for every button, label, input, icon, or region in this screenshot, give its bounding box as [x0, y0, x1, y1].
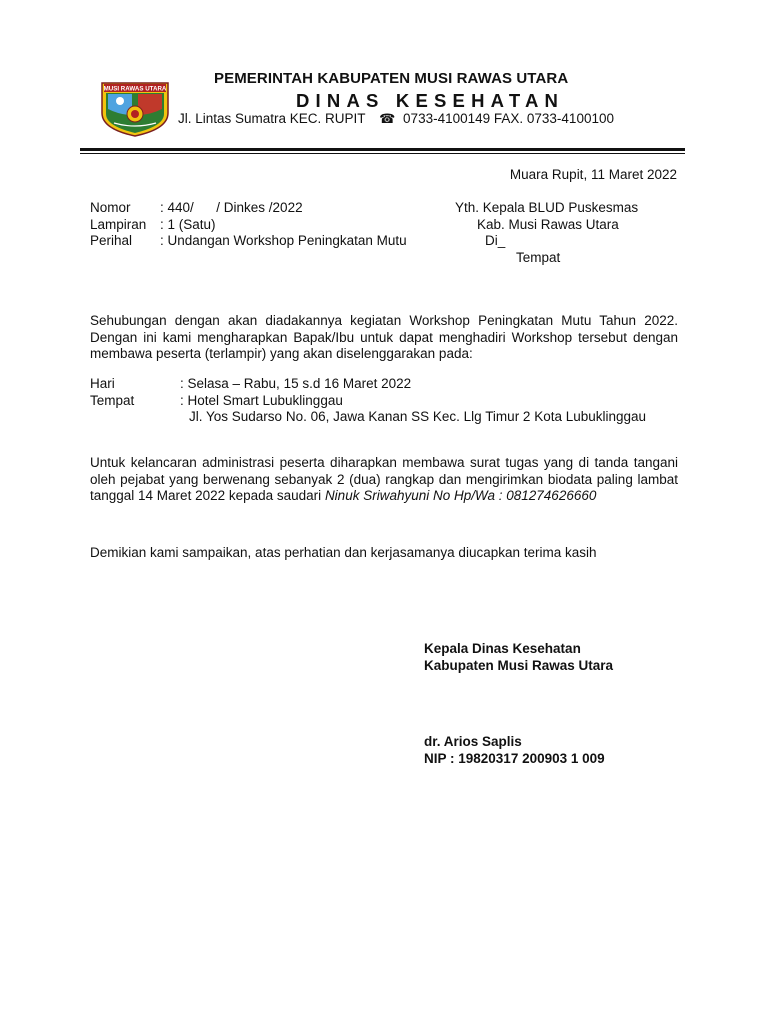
admin-text: Untuk kelancaran administrasi peserta diharapkan membawa surat tugas yang di tanda tangani oleh pejabat yang berwenang sebanyak 2 (dua) rangkap dan mengirimkan biodata paling lambat tanggal 14 Maret 2022 kepada saudari: [90, 455, 678, 503]
agency-address: Jl. Lintas Sumatra KEC. RUPIT: [178, 111, 366, 126]
logo-banner-text: MUSI RAWAS UTARA: [103, 85, 167, 93]
event-details: [90, 376, 678, 426]
tempat-address: Jl. Yos Sudarso No. 06, Jawa Kanan SS Kec. Llg Timur 2 Kota Lubuklinggau: [189, 409, 647, 424]
recipient-line-4: Tempat: [516, 249, 561, 265]
letterhead-rule-thin: [80, 153, 685, 154]
agency-phone: 0733-4100149 FAX. 0733-4100100: [403, 111, 614, 126]
recipient-block: [455, 200, 638, 266]
opening-paragraph: Sehubungan dengan akan diadakannya kegiatan Workshop Peningkatan Mutu Tahun 2022. Dengan ini kami mengharapkan Bapak/Ibu untuk dapat menghadiri Workshop tersebut dengan membawa peserta (terlampir) yang akan diselenggarakan pada:: [90, 313, 678, 361]
signature-title-2: Kabupaten Musi Rawas Utara: [424, 657, 614, 673]
tempat-label: Tempat: [90, 392, 135, 408]
recipient-line-3: Di_: [485, 233, 506, 248]
admin-contact: Ninuk Sriwahyuni No Hp/Wa : 081274626660: [324, 488, 597, 503]
letterhead-rule-thick: [80, 148, 685, 151]
agency-address-line: [178, 111, 614, 127]
signature-signer: [424, 734, 605, 767]
regency-logo: [100, 81, 170, 137]
signer-name: dr. Arios Saplis: [424, 734, 522, 749]
lampiran-label: Lampiran: [90, 216, 147, 232]
hari-value: : Selasa – Rabu, 15 s.d 16 Maret 2022: [180, 376, 412, 391]
tempat-value: : Hotel Smart Lubuklinggau: [180, 392, 343, 408]
letter-date: Muara Rupit, 11 Maret 2022: [509, 167, 677, 182]
nomor-label: Nomor: [90, 200, 131, 215]
nomor-value: : 440/ / Dinkes /2022: [160, 200, 303, 215]
government-heading: PEMERINTAH KABUPATEN MUSI RAWAS UTARA: [214, 70, 569, 87]
recipient-line-1: Yth. Kepala BLUD Puskesmas: [455, 200, 639, 215]
letter-meta: [90, 200, 407, 250]
hari-label: Hari: [90, 376, 115, 391]
perihal-value: : Undangan Workshop Peningkatan Mutu: [160, 233, 407, 248]
recipient-line-2: Kab. Musi Rawas Utara: [477, 216, 619, 232]
agency-heading: DINAS KESEHATAN: [296, 90, 565, 111]
signer-nip: NIP : 19820317 200903 1 009: [424, 750, 605, 766]
signature-title: [424, 641, 613, 674]
closing-paragraph: Demikian kami sampaikan, atas perhatian dan kerjasamanya diucapkan terima kasih: [90, 545, 597, 560]
signature-title-1: Kepala Dinas Kesehatan: [424, 641, 581, 656]
admin-paragraph: [90, 455, 678, 505]
telephone-icon: ☎: [379, 111, 396, 126]
perihal-label: Perihal: [90, 233, 133, 248]
lampiran-value: : 1 (Satu): [160, 216, 216, 232]
